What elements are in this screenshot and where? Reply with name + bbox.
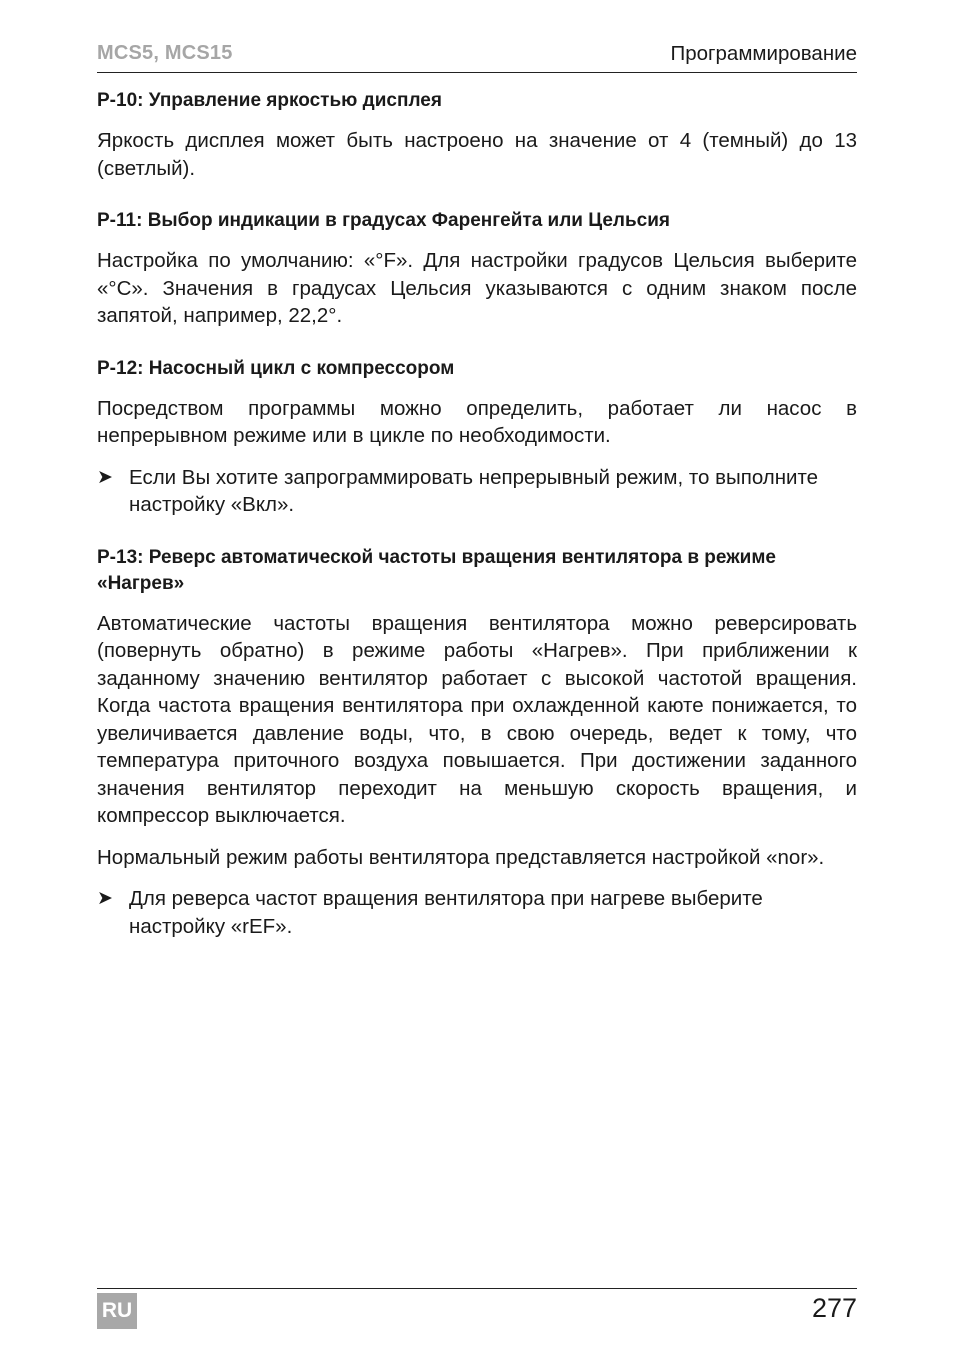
paragraph: Автоматические частоты вращения вентилятора можно реверсировать (повернуть обратно) в режиме работы «Нагрев». При приближении к заданному значению вентилятор работает с высокой частотой вращения. Когда частота вращения вентилятора при охлажденной каюте понижается, то увеличивается давление воды, что, в свою очередь, ведет к тому, что температура приточного воздуха повышается. При достижении заданного значения вентилятор переходит на меньшую скорость вращения, и компрессор выключается. [97,611,857,827]
instruction-item [97,464,857,519]
instruction-text: Если Вы хотите запрограммировать непрерывный режим, то выполните настройку «Вкл». [129,465,819,516]
arrow-bullet-icon: ➤ [97,466,113,488]
page-footer [97,1288,857,1333]
section-heading-p11: P-11: Выбор индикации в градусах Фаренгейта или Цельсия [97,210,671,231]
instruction-text: Для реверса частот вращения вентилятора при нагреве выберите настройку «rEF». [129,887,763,938]
section-heading-p10: P-10: Управление яркостью дисплея [97,90,442,111]
paragraph: Настройка по умолчанию: «°F». Для настройки градусов Цельсия выберите «°C». Значения в градусах Цельсия указываются с одним знаком после запятой, например, 22,2°. [97,249,857,327]
page-content [97,88,857,954]
section-heading-p12: P-12: Насосный цикл с компрессором [97,357,455,379]
page-header [97,40,857,73]
document-page [97,0,857,1352]
paragraph: Нормальный режим работы вентилятора представляется настройкой «nor». [97,845,825,869]
section-title: Программирование [670,42,857,65]
paragraph: Посредством программы можно определить, работает ли насос в непрерывном режиме или в цикле по необходимости. [97,396,857,447]
page-number: 277 [811,1293,857,1323]
section-heading-p13: P-13: Реверс автоматической частоты вращения вентилятора в режиме «Нагрев» [97,546,776,594]
model-name: MCS5, MCS15 [97,42,233,64]
paragraph: Яркость дисплея может быть настроено на значение от 4 (темный) до 13 (светлый). [97,129,857,180]
arrow-bullet-icon: ➤ [97,888,113,909]
language-badge: RU [97,1293,137,1329]
instruction-item [97,885,857,940]
